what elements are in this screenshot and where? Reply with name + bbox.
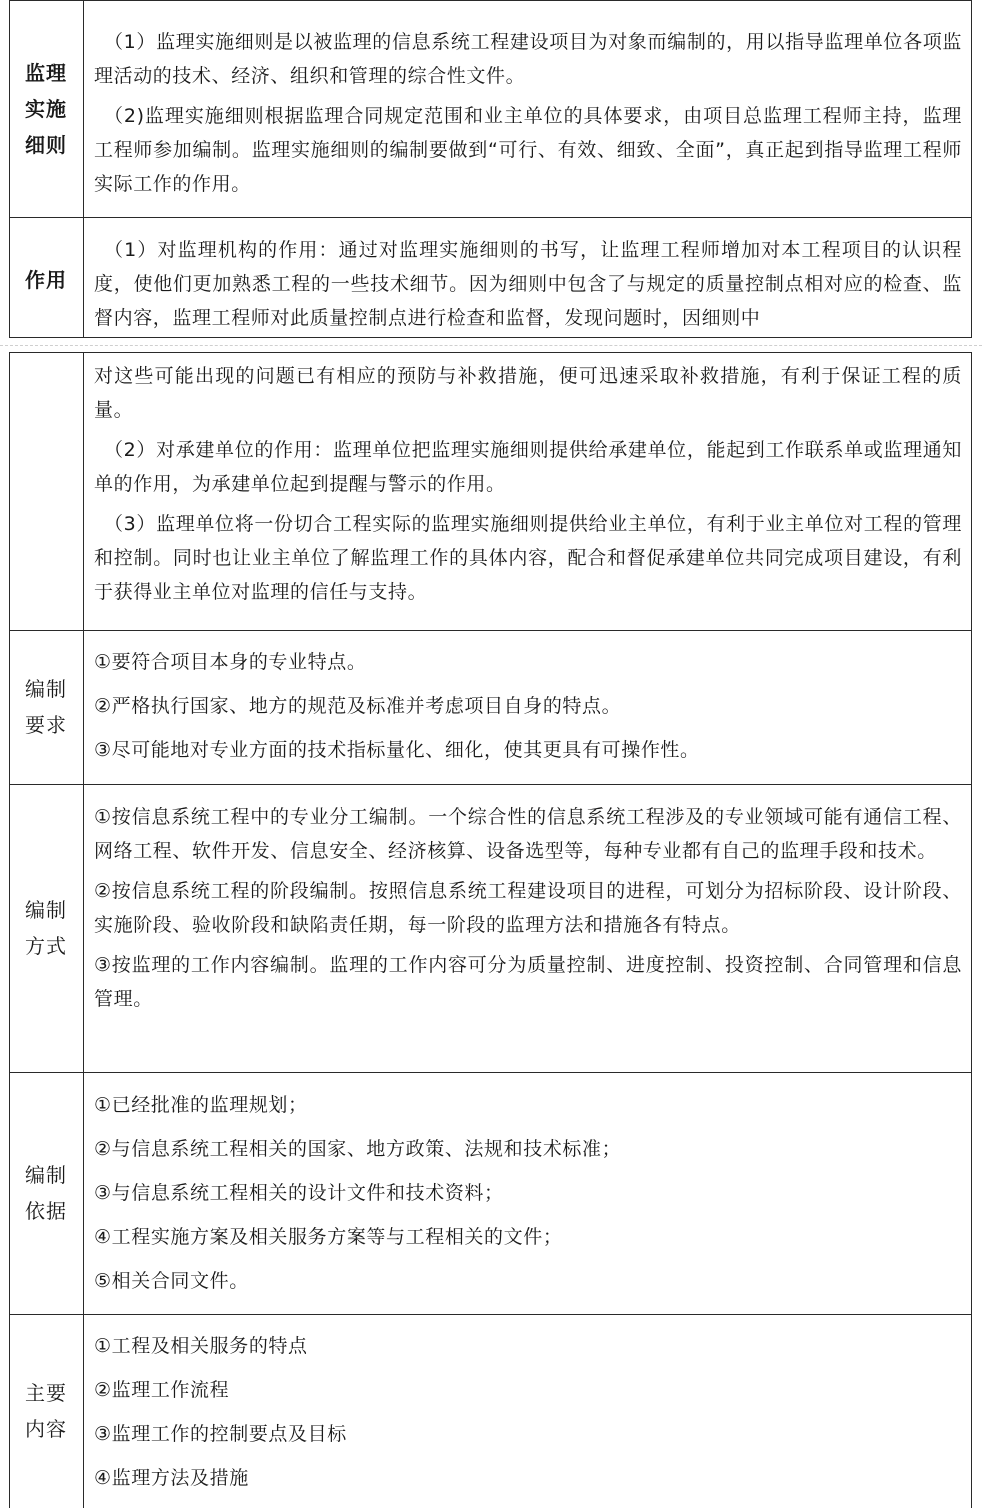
list-item: ③与信息系统工程相关的设计文件和技术资料； <box>94 1182 504 1204</box>
row-label-line: 实施 <box>25 96 67 121</box>
row-content-role <box>94 233 962 337</box>
list-item: ⑤相关合同文件。 <box>94 1270 249 1292</box>
row-divider <box>9 1314 972 1315</box>
row-content-methods <box>94 800 962 1016</box>
row-content-contents <box>94 1329 962 1495</box>
row-label-line: 主要 <box>25 1381 67 1405</box>
row-label-line: 编制 <box>25 677 67 701</box>
row-label-line: 作用 <box>25 268 67 292</box>
column-divider <box>83 0 84 338</box>
row-label-line: 编制 <box>25 898 67 922</box>
paragraph: （2）对承建单位的作用：监理单位把监理实施细则提供给承建单位，能起到工作联系单或监理通知单的作用，为承建单位起到提醒与警示的作用。 <box>94 439 962 495</box>
table-right-border <box>971 0 972 338</box>
list-item: ③按监理的工作内容编制。监理的工作内容可分为质量控制、进度控制、投资控制、合同管理和信息管理。 <box>94 954 962 1010</box>
row-label-requirements <box>10 630 82 784</box>
list-item: ③尽可能地对专业方面的技术指标量化、细化，使其更具有可操作性。 <box>94 739 700 761</box>
table-bottom-border <box>9 337 972 338</box>
row-content-requirements <box>94 645 962 767</box>
list-item: ①按信息系统工程中的专业分工编制。一个综合性的信息系统工程涉及的专业领域可能有通信工程、网络工程、软件开发、信息安全、经济核算、设备选型等，每种专业都有自己的监理手段和技术。 <box>94 806 962 862</box>
row-divider <box>9 630 972 631</box>
row-divider <box>9 784 972 785</box>
column-divider <box>83 352 84 1508</box>
table-top-border <box>9 352 972 353</box>
list-item: ③监理工作的控制要点及目标 <box>94 1423 347 1445</box>
row-label-line: 内容 <box>25 1417 67 1441</box>
row-label-line: 细则 <box>25 132 67 157</box>
row-label-contents <box>10 1314 82 1508</box>
row-divider <box>9 217 972 218</box>
paragraph: （1）监理实施细则是以被监理的信息系统工程建设项目为对象而编制的，用以指导监理单位各项监理活动的技术、经济、组织和管理的综合性文件。 <box>94 31 962 87</box>
row-label-methods <box>10 784 82 1072</box>
list-item: ④工程实施方案及相关服务方案等与工程相关的文件； <box>94 1226 563 1248</box>
paragraph: 对这些可能出现的问题已有相应的预防与补救措施，便可迅速采取补救措施，有利于保证工程的质量。 <box>94 365 962 421</box>
row-label-line: 要求 <box>25 713 67 737</box>
list-item: ②按信息系统工程的阶段编制。按照信息系统工程建设项目的进程，可划分为招标阶段、设计阶段、实施阶段、验收阶段和缺陷责任期，每一阶段的监理方法和措施各有特点。 <box>94 880 962 936</box>
list-item: ①已经批准的监理规划； <box>94 1094 308 1116</box>
paragraph: （1）对监理机构的作用：通过对监理实施细则的书写，让监理工程师增加对本工程项目的认识程度，使他们更加熟悉工程的一些技术细节。因为细则中包含了与规定的质量控制点相对应的检查、监督内容，监理工程师对此质量控制点进行检查和监督，发现问题时，因细则中 <box>94 239 962 329</box>
row-content-basis <box>94 1088 962 1298</box>
list-item: ②与信息系统工程相关的国家、地方政策、法规和技术标准； <box>94 1138 622 1160</box>
row-content-detail <box>94 25 962 201</box>
list-item: ④监理方法及措施 <box>94 1467 249 1489</box>
row-label-detail <box>10 0 82 217</box>
list-item: ②监理工作流程 <box>94 1379 230 1401</box>
list-item: ①工程及相关服务的特点 <box>94 1335 308 1357</box>
row-divider <box>9 1072 972 1073</box>
row-label-role <box>10 262 82 298</box>
list-item: ①要符合项目本身的专业特点。 <box>94 651 367 673</box>
list-item: ②严格执行国家、地方的规范及标准并考虑项目自身的特点。 <box>94 695 622 717</box>
paragraph: （2)监理实施细则根据监理合同规定范围和业主单位的具体要求，由项目总监理工程师主持，监理工程师参加编制。监理实施细则的编制要做到“可行、有效、细致、全面”，真正起到指导监理工程师实际工作的作用。 <box>94 105 962 195</box>
table-right-border <box>971 352 972 1508</box>
row-label-line: 依据 <box>25 1199 67 1223</box>
page-gap-dashed-line <box>0 345 982 346</box>
row-label-basis <box>10 1072 82 1314</box>
paragraph: （3）监理单位将一份切合工程实际的监理实施细则提供给业主单位，有利于业主单位对工程的管理和控制。同时也让业主单位了解监理工作的具体内容，配合和督促承建单位共同完成项目建设，有利于获得业主单位对监理的信任与支持。 <box>94 513 962 603</box>
row-label-line: 监理 <box>25 60 67 85</box>
row-label-line: 编制 <box>25 1163 67 1187</box>
row-content-role-continued <box>94 359 962 609</box>
table-top-border <box>9 0 972 1</box>
row-label-line: 方式 <box>25 934 67 958</box>
